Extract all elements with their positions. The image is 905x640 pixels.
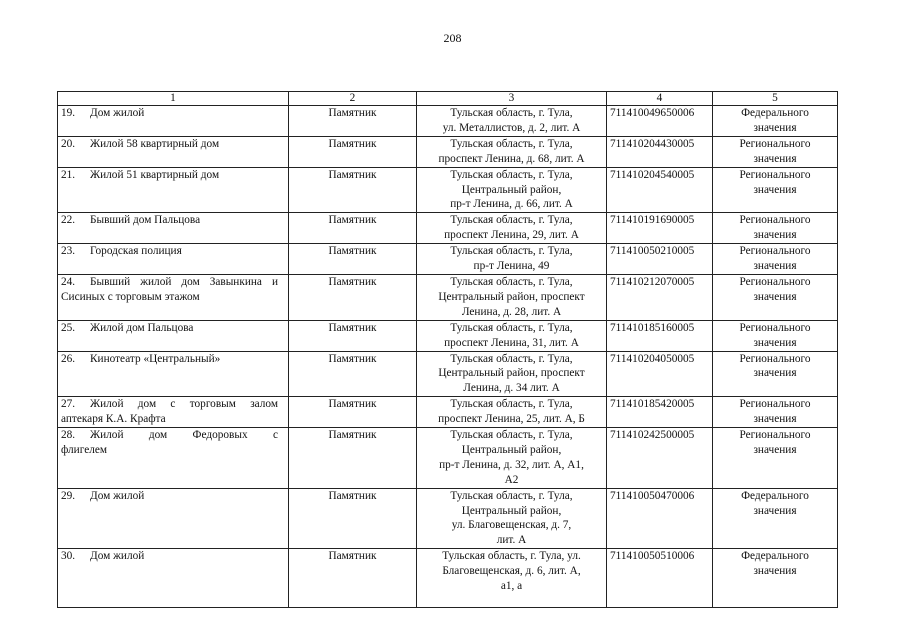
object-type-cell: Памятник (289, 274, 417, 320)
table-row (58, 244, 838, 275)
page-number: 208 (443, 31, 462, 45)
object-name-line (61, 549, 285, 564)
object-type-cell: Памятник (289, 428, 417, 489)
significance-cell (713, 274, 838, 320)
significance-line: значения (753, 367, 797, 380)
address-cell (417, 549, 607, 608)
address-line: Центральный район, (461, 504, 562, 517)
registry-number-cell: 711410185420005 (607, 397, 713, 428)
significance-cell (713, 351, 838, 397)
object-type-cell: Памятник (289, 136, 417, 167)
address-cell (417, 106, 607, 137)
row-number: 22. (61, 214, 76, 227)
significance-line: Регионального (739, 429, 811, 442)
significance-cell (713, 397, 838, 428)
row-number: 19. (61, 107, 76, 119)
address-line: ул. Металлистов, д. 2, лит. А (442, 121, 581, 134)
address-line: А2 (504, 473, 519, 486)
object-name-cell (58, 320, 289, 351)
object-name-line (61, 213, 285, 228)
address-line: Центральный район, (461, 443, 562, 456)
address-line: Тульская область, г. Тула, (450, 214, 573, 227)
address-line: а1, а (500, 580, 523, 593)
significance-line: значения (753, 565, 797, 578)
address-line: Тульская область, г. Тула, (450, 489, 573, 502)
header-row (58, 92, 838, 106)
address-line: Центральный район, проспект (438, 367, 585, 380)
address-line: Тульская область, г. Тула, (450, 275, 573, 288)
object-name-line (61, 290, 285, 305)
significance-cell (713, 244, 838, 275)
object-name-line (61, 397, 285, 412)
row-number: 29. (61, 489, 76, 502)
object-name-line (61, 106, 285, 121)
row-number: 30. (61, 550, 76, 563)
table-row (58, 136, 838, 167)
address-line: пр-т Ленина, д. 32, лит. А, А1, (439, 458, 584, 471)
significance-line: Регионального (739, 137, 811, 150)
object-name-text: Жилой дом Федоровых с (90, 429, 278, 442)
object-name-cell (58, 351, 289, 397)
address-line: проспект Ленина, 29, лит. А (444, 229, 579, 242)
object-name-text: Кинотеатр «Центральный» (90, 352, 221, 365)
object-name-text: аптекаря К.А. Крафта (61, 413, 166, 426)
address-line: Тульская область, г. Тула, (450, 352, 573, 365)
address-line: Тульская область, г. Тула, (450, 137, 573, 150)
significance-line: Регионального (739, 352, 811, 365)
object-type-cell: Памятник (289, 488, 417, 549)
object-type-cell: Памятник (289, 397, 417, 428)
significance-line: Регионального (739, 245, 811, 258)
object-name-text: Дом жилой (90, 550, 145, 563)
significance-line: Федерального (741, 107, 809, 119)
significance-line: значения (753, 504, 797, 517)
object-name-text: флигелем (61, 443, 108, 456)
table-header (58, 92, 838, 106)
address-cell (417, 397, 607, 428)
address-line: Ленина, д. 28, лит. А (461, 305, 562, 318)
object-name-cell (58, 397, 289, 428)
object-name-text: Дом жилой (90, 107, 145, 119)
significance-cell (713, 136, 838, 167)
address-line: проспект Ленина, 25, лит. А, Б (438, 413, 585, 426)
address-cell (417, 274, 607, 320)
column-header-2: 2 (289, 92, 417, 106)
object-name-text: Городская полиция (90, 245, 182, 258)
object-name-cell (58, 213, 289, 244)
significance-line: значения (753, 336, 797, 349)
address-line: проспект Ленина, 31, лит. А (444, 336, 579, 349)
address-line: ул. Благовещенская, д. 7, (451, 519, 572, 532)
row-number: 25. (61, 321, 76, 334)
object-name-cell (58, 167, 289, 213)
object-name-cell (58, 488, 289, 549)
table-row (58, 488, 838, 549)
object-type-cell: Памятник (289, 549, 417, 608)
registry-number-cell: 711410191690005 (607, 213, 713, 244)
address-line: Благовещенская, д. 6, лит. А, (442, 565, 581, 578)
significance-line: значения (753, 229, 797, 242)
column-header-4: 4 (607, 92, 713, 106)
object-name-text: Сисиных с торговым этажом (61, 290, 200, 303)
object-type-cell: Памятник (289, 213, 417, 244)
address-line: Тульская область, г. Тула, ул. (442, 550, 581, 563)
object-name-line (61, 168, 285, 183)
object-name-text: Жилой дом Пальцова (90, 321, 194, 334)
address-cell (417, 428, 607, 489)
significance-line: значения (753, 152, 797, 165)
row-number: 26. (61, 352, 76, 365)
significance-cell (713, 167, 838, 213)
registry-number-cell: 711410049650006 (607, 106, 713, 137)
object-type-cell: Памятник (289, 351, 417, 397)
object-name-text: Жилой дом с торговым залом (90, 398, 278, 411)
object-name-cell (58, 106, 289, 137)
address-line: Тульская область, г. Тула, (450, 245, 573, 258)
significance-line: значения (753, 290, 797, 303)
object-name-line (61, 428, 285, 443)
address-cell (417, 213, 607, 244)
object-name-line (61, 244, 285, 259)
object-name-line (61, 489, 285, 504)
object-name-cell (58, 244, 289, 275)
registry-number-cell: 711410050470006 (607, 488, 713, 549)
registry-number-cell: 711410204540005 (607, 167, 713, 213)
table-row (58, 428, 838, 489)
object-name-line (61, 443, 285, 458)
address-line: лит. А (496, 534, 527, 547)
address-line: проспект Ленина, д. 68, лит. А (438, 152, 585, 165)
significance-cell (713, 428, 838, 489)
object-name-text: Бывший дом Пальцова (90, 214, 201, 227)
registry-number-cell: 711410185160005 (607, 320, 713, 351)
table-row (58, 397, 838, 428)
object-name-cell (58, 549, 289, 608)
significance-line: Федерального (741, 489, 809, 502)
table-row (58, 320, 838, 351)
row-number: 20. (61, 137, 76, 150)
row-number: 27. (61, 398, 76, 411)
object-type-cell: Памятник (289, 320, 417, 351)
object-type-cell: Памятник (289, 244, 417, 275)
object-name-line (61, 352, 285, 367)
column-header-5: 5 (713, 92, 838, 106)
address-cell (417, 244, 607, 275)
significance-line: значения (753, 260, 797, 273)
address-line: Тульская область, г. Тула, (450, 429, 573, 442)
address-line: Центральный район, (461, 183, 562, 196)
object-name-cell (58, 428, 289, 489)
object-name-line (61, 275, 285, 290)
address-line: пр-т Ленина, д. 66, лит. А (450, 198, 573, 211)
table-row (58, 106, 838, 137)
address-cell (417, 351, 607, 397)
object-name-text: Дом жилой (90, 489, 145, 502)
significance-line: значения (753, 183, 797, 196)
significance-line: Регионального (739, 168, 811, 181)
registry-number-cell: 711410204050005 (607, 351, 713, 397)
address-line: Тульская область, г. Тула, (450, 168, 573, 181)
row-number: 21. (61, 168, 76, 181)
object-type-cell: Памятник (289, 106, 417, 137)
table-row (58, 351, 838, 397)
address-line: Центральный район, проспект (438, 290, 585, 303)
address-cell (417, 320, 607, 351)
object-name-line (61, 321, 285, 336)
significance-line: Регионального (739, 398, 811, 411)
table-row (58, 549, 838, 608)
registry-number-cell: 711410212070005 (607, 274, 713, 320)
table-body (58, 106, 838, 608)
table-row (58, 167, 838, 213)
significance-line: значения (753, 443, 797, 456)
object-name-cell (58, 274, 289, 320)
address-line: Ленина, д. 34 лит. А (463, 382, 560, 395)
significance-cell (713, 320, 838, 351)
significance-cell (713, 488, 838, 549)
significance-line: Регионального (739, 214, 811, 227)
significance-cell (713, 213, 838, 244)
heritage-registry-table (57, 91, 838, 608)
address-line: Тульская область, г. Тула, (450, 107, 573, 119)
address-line: пр-т Ленина, 49 (473, 260, 550, 273)
address-line: Тульская область, г. Тула, (450, 398, 573, 411)
address-line: Тульская область, г. Тула, (450, 321, 573, 334)
registry-number-cell: 711410050210005 (607, 244, 713, 275)
object-name-text: Жилой 58 квартирный дом (90, 137, 220, 150)
significance-line: Федерального (741, 550, 809, 563)
significance-cell (713, 549, 838, 608)
object-type-cell: Памятник (289, 167, 417, 213)
object-name-text: Бывший жилой дом Завынкина и (90, 275, 278, 288)
column-header-1: 1 (58, 92, 289, 106)
significance-line: значения (753, 413, 797, 426)
significance-cell (713, 106, 838, 137)
significance-line: Регионального (739, 321, 811, 334)
address-cell (417, 167, 607, 213)
column-header-3: 3 (417, 92, 607, 106)
table-row (58, 213, 838, 244)
address-cell (417, 488, 607, 549)
significance-line: Регионального (739, 275, 811, 288)
registry-number-cell: 711410050510006 (607, 549, 713, 608)
object-name-cell (58, 136, 289, 167)
row-number: 23. (61, 245, 76, 258)
object-name-text: Жилой 51 квартирный дом (90, 168, 220, 181)
row-number: 24. (61, 275, 76, 288)
significance-line: значения (753, 121, 797, 134)
registry-number-cell: 711410204430005 (607, 136, 713, 167)
row-number: 28. (61, 429, 76, 442)
registry-number-cell: 711410242500005 (607, 428, 713, 489)
address-cell (417, 136, 607, 167)
table-row (58, 274, 838, 320)
object-name-line (61, 137, 285, 152)
object-name-line (61, 412, 285, 427)
